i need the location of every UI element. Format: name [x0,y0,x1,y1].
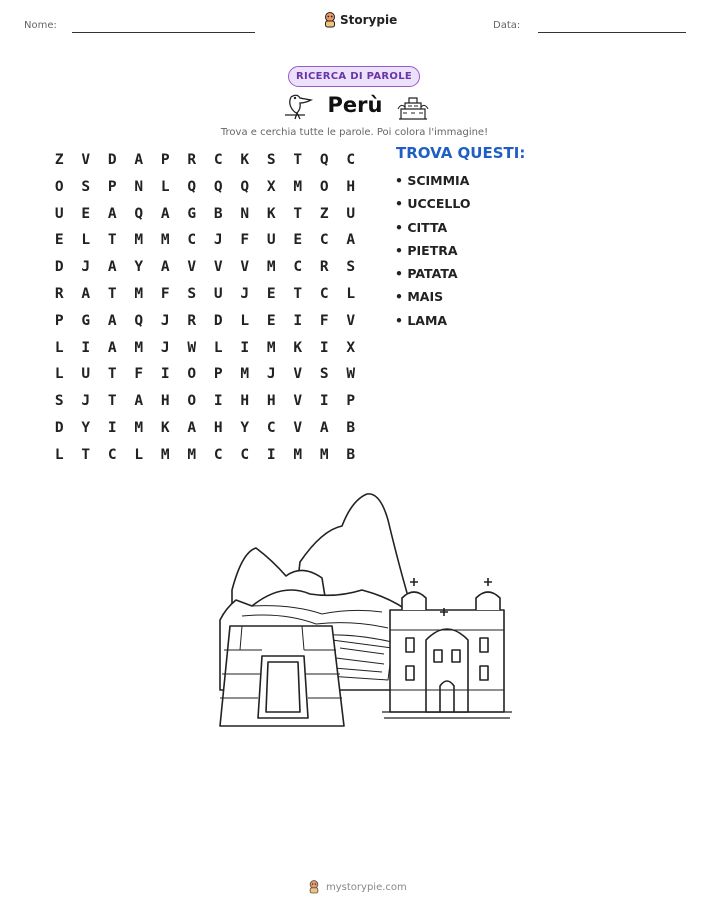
grid-cell[interactable]: B [213,205,223,222]
footer-url[interactable]: mystorypie.com [326,881,407,893]
grid-cell[interactable]: C [213,152,223,168]
grid-cell[interactable]: E [266,312,276,329]
word-list-title: TROVA QUESTI: [396,144,526,162]
grid-cell[interactable]: H [160,393,170,410]
grid-cell[interactable]: J [160,312,170,329]
grid-cell[interactable]: O [54,178,64,195]
grid-cell[interactable]: P [346,393,356,410]
grid-cell[interactable]: T [293,285,303,302]
grid-cell[interactable]: J [213,232,223,249]
grid-cell[interactable]: X [266,178,276,195]
grid-cell[interactable]: A [134,152,144,168]
grid-cell[interactable]: I [240,339,250,356]
grid-cell[interactable]: W [187,339,197,356]
grid-cell[interactable]: S [187,285,197,302]
grid-cell[interactable]: R [319,259,329,276]
word-list [395,171,471,334]
grid-cell[interactable]: I [160,366,170,383]
grid-cell[interactable]: C [293,259,303,276]
grid-cell[interactable]: X [346,339,356,356]
grid-cell[interactable]: L [240,312,250,329]
grid-cell[interactable]: M [319,446,329,463]
grid-cell[interactable]: C [107,446,117,463]
grid-cell[interactable]: V [81,152,91,168]
grid-cell[interactable]: J [266,366,276,383]
grid-cell[interactable]: K [240,152,250,168]
grid-cell[interactable]: A [160,205,170,222]
grid-cell[interactable]: I [107,419,117,436]
grid-cell[interactable]: F [240,232,250,249]
grid-cell[interactable]: M [293,446,303,463]
grid-cell[interactable]: U [213,285,223,302]
grid-cell[interactable]: I [81,339,91,356]
grid-cell[interactable]: E [54,232,64,249]
grid-cell[interactable]: T [293,152,303,168]
grid-cell[interactable]: V [240,259,250,276]
grid-cell[interactable]: Q [187,178,197,195]
grid-cell[interactable]: J [81,259,91,276]
grid-cell[interactable]: T [107,285,117,302]
grid-cell[interactable]: D [213,312,223,329]
grid-cell[interactable]: B [346,446,356,463]
grid-cell[interactable]: D [107,152,117,168]
grid-cell[interactable]: W [346,366,356,383]
grid-cell[interactable]: S [81,178,91,195]
grid-cell[interactable]: V [187,259,197,276]
grid-cell[interactable]: M [266,339,276,356]
grid-cell[interactable]: C [266,419,276,436]
grid-cell[interactable]: I [319,393,329,410]
grid-cell[interactable]: I [319,339,329,356]
grid-cell[interactable]: O [319,178,329,195]
grid-cell[interactable]: L [160,178,170,195]
grid-cell[interactable]: F [160,285,170,302]
grid-cell[interactable]: V [293,419,303,436]
grid-cell[interactable]: E [293,232,303,249]
grid-cell[interactable]: Q [134,312,144,329]
grid-cell[interactable]: N [240,205,250,222]
grid-cell[interactable]: J [240,285,250,302]
grid-cell[interactable]: V [293,366,303,383]
grid-cell[interactable]: E [81,205,91,222]
name-line[interactable] [72,32,255,33]
grid-cell[interactable]: A [107,339,117,356]
grid-cell[interactable]: V [213,259,223,276]
grid-cell[interactable]: A [107,205,117,222]
toucan-icon [283,89,315,121]
grid-cell[interactable]: C [319,285,329,302]
grid-cell[interactable]: P [107,178,117,195]
grid-cell[interactable]: R [187,312,197,329]
brand-name: Storypie [340,13,398,27]
grid-cell[interactable]: V [346,312,356,329]
grid-cell[interactable]: L [213,339,223,356]
grid-cell[interactable]: A [134,393,144,410]
grid-cell[interactable]: I [213,393,223,410]
grid-cell[interactable]: Q [213,178,223,195]
grid-cell[interactable]: T [107,232,117,249]
word-item: • PATATA [395,266,458,282]
storypie-logo-icon [308,880,320,894]
grid-cell[interactable]: A [319,419,329,436]
grid-cell[interactable]: H [240,393,250,410]
footer [308,880,407,894]
word-item: • CITTA [395,219,448,235]
grid-cell[interactable]: A [107,312,117,329]
grid-cell[interactable]: H [266,393,276,410]
grid-cell[interactable]: M [240,366,250,383]
grid-cell[interactable]: B [346,419,356,436]
grid-cell[interactable]: M [293,178,303,195]
date-line[interactable] [538,32,686,33]
grid-cell[interactable]: M [266,259,276,276]
grid-cell[interactable]: M [134,419,144,436]
grid-cell[interactable]: Q [319,152,329,168]
grid-cell[interactable]: M [134,339,144,356]
grid-cell[interactable]: R [187,152,197,168]
grid-cell[interactable]: V [293,393,303,410]
grid-cell[interactable]: L [81,232,91,249]
grid-cell[interactable]: Y [240,419,250,436]
grid-cell[interactable]: Z [319,205,329,222]
instructions: Trova e cerchia tutte le parole. Poi colora l'immagine! [220,127,489,138]
grid-cell[interactable]: J [81,393,91,410]
grid-cell[interactable]: H [346,178,356,195]
word-item: • LAMA [395,312,448,328]
grid-cell[interactable]: C [346,152,356,168]
grid-cell[interactable]: A [187,419,197,436]
grid-cell[interactable]: L [54,446,64,463]
grid-cell[interactable]: Z [54,152,64,168]
grid-cell[interactable]: J [160,339,170,356]
grid-cell[interactable]: I [266,446,276,463]
word-search-grid[interactable] [46,147,364,469]
date-label: Data: [493,20,521,31]
temple-icon [397,91,429,121]
grid-cell[interactable]: U [54,205,64,222]
grid-cell[interactable]: G [81,312,91,329]
word-item: • UCCELLO [395,196,471,212]
grid-cell[interactable]: E [266,285,276,302]
grid-cell[interactable]: S [54,393,64,410]
grid-cell[interactable]: O [187,366,197,383]
grid-cell[interactable]: U [81,366,91,383]
grid-cell[interactable]: I [293,312,303,329]
grid-cell[interactable]: K [160,419,170,436]
grid-cell[interactable]: C [213,446,223,463]
grid-cell[interactable]: C [319,232,329,249]
grid-cell[interactable]: P [54,312,64,329]
grid-cell[interactable]: M [160,446,170,463]
grid-cell[interactable]: S [346,259,356,276]
grid-cell[interactable]: M [160,232,170,249]
grid-cell[interactable]: S [266,152,276,168]
grid-cell[interactable]: K [293,339,303,356]
grid-cell[interactable]: T [107,393,117,410]
word-item: • MAIS [395,289,444,305]
grid-cell[interactable]: Q [134,205,144,222]
word-item: • PIETRA [395,242,458,258]
grid-cell[interactable]: A [346,232,356,249]
grid-cell[interactable]: M [134,285,144,302]
grid-cell[interactable]: U [266,232,276,249]
grid-cell[interactable]: A [81,285,91,302]
grid-cell[interactable]: T [81,446,91,463]
grid-cell[interactable]: N [134,178,144,195]
grid-cell[interactable]: D [54,419,64,436]
word-item: • SCIMMIA [395,173,470,188]
grid-cell[interactable]: P [213,366,223,383]
grid-cell[interactable]: F [134,366,144,383]
grid-cell[interactable]: Y [81,419,91,436]
name-label: Nome: [24,20,57,31]
grid-cell[interactable]: K [266,205,276,222]
grid-cell[interactable]: L [54,339,64,356]
worksheet-type-badge: RICERCA DI PAROLE [288,66,420,87]
grid-cell[interactable]: D [54,259,64,276]
grid-cell[interactable]: L [346,285,356,302]
grid-cell[interactable]: L [134,446,144,463]
grid-cell[interactable]: Y [134,259,144,276]
grid-cell[interactable]: U [346,205,356,222]
grid-cell[interactable]: F [319,312,329,329]
grid-cell[interactable]: C [187,232,197,249]
grid-cell[interactable]: P [160,152,170,168]
grid-cell[interactable]: C [240,446,250,463]
storypie-logo-icon [323,12,337,28]
grid-cell[interactable]: H [213,419,223,436]
grid-cell[interactable]: T [107,366,117,383]
grid-cell[interactable]: A [107,259,117,276]
grid-cell[interactable]: M [187,446,197,463]
brand [323,12,397,28]
page-title: Perù [327,93,383,117]
grid-cell[interactable]: Q [240,178,250,195]
peru-landscape-illustration[interactable] [212,490,512,730]
grid-cell[interactable]: G [187,205,197,222]
grid-cell[interactable]: L [54,366,64,383]
grid-cell[interactable]: R [54,285,64,302]
grid-cell[interactable]: O [187,393,197,410]
grid-cell[interactable]: A [160,259,170,276]
grid-cell[interactable]: T [293,205,303,222]
grid-cell[interactable]: S [319,366,329,383]
grid-cell[interactable]: M [134,232,144,249]
